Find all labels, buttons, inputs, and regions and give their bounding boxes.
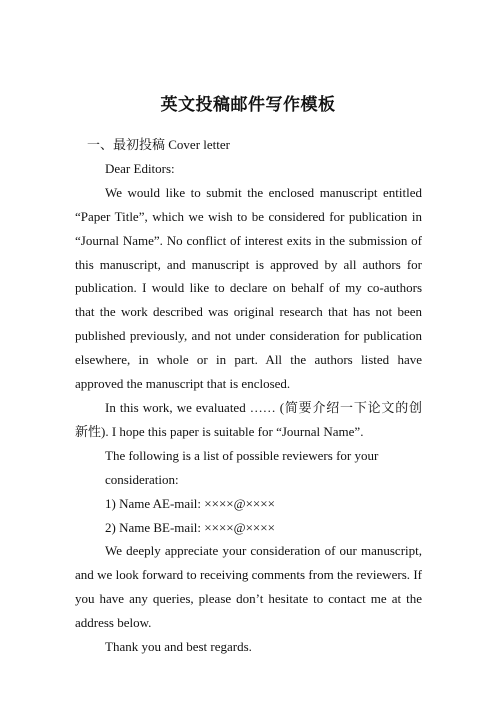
closing-line: Thank you and best regards.	[105, 639, 252, 655]
reviewer-item-2: 2) Name BE-mail: ××××@××××	[105, 519, 275, 535]
body-paragraph-1: We would like to submit the enclosed manuscript entitled “Paper Title”, which we wish to be considered for publication in “Journal Name”. No conflict of interest exits in the submission of this manuscript, and manuscript is approved by all authors for publication. I would like to declare on behalf of my co-authors that the work described was original research that has not been published previously, and not under consideration for publication elsewhere, in whole or in part. All the authors listed have approved the manuscript that is enclosed.	[75, 184, 422, 392]
reviewer-item-1: 1) Name AE-mail: ××××@××××	[105, 495, 275, 511]
document-body	[75, 133, 422, 659]
salutation: Dear Editors:	[105, 160, 175, 176]
section-heading: 一、最初投稿 Cover letter	[87, 137, 230, 152]
body-paragraph-2: In this work, we evaluated …… (简要介绍一下论文的创新性). I hope this paper is suitable for “Journal Name”.	[75, 399, 422, 439]
reviewers-intro: The following is a list of possible reviewers for your consideration:	[105, 447, 379, 487]
body-paragraph-3: We deeply appreciate your consideration of our manuscript, and we look forward to receiving comments from the reviewers. If you have any queries, please don’t hesitate to contact me at the address below.	[75, 543, 422, 631]
document-title: 英文投稿邮件写作模板	[160, 95, 336, 115]
